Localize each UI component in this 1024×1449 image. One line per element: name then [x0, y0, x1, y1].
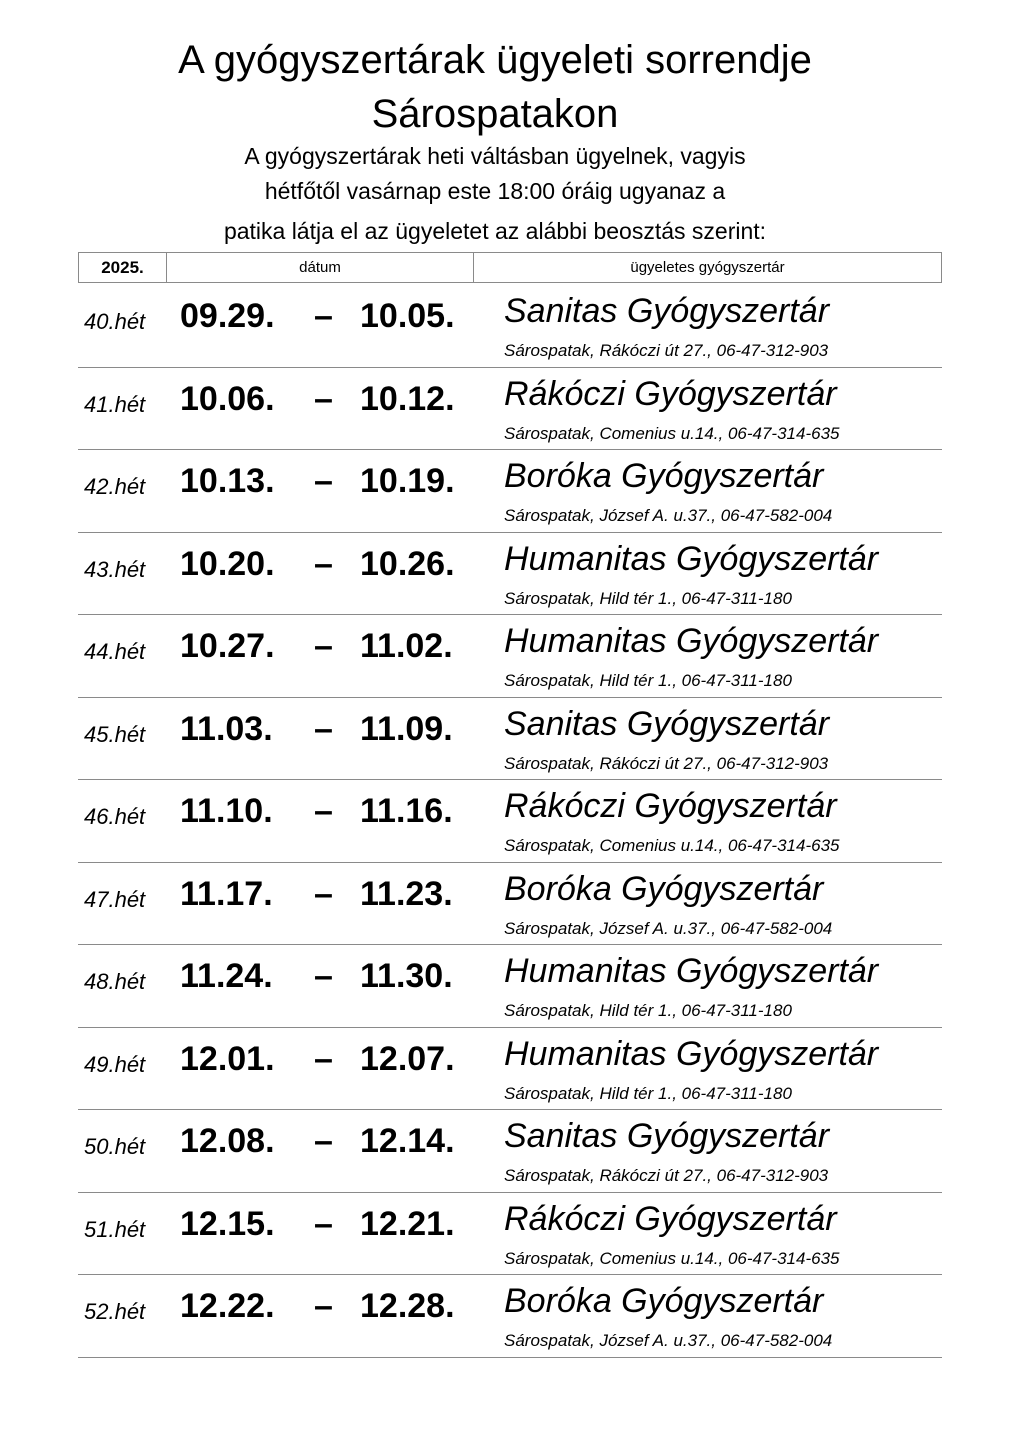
header-date: dátum — [167, 253, 474, 282]
pharmacy-name: Boróka Gyógyszertár — [504, 457, 824, 495]
pharmacy-address: Sárospatak, József A. u.37., 06-47-582-004 — [504, 918, 833, 938]
start-date: 11.10. — [180, 792, 273, 830]
pharmacy-name: Sanitas Gyógyszertár — [504, 292, 830, 330]
end-date: 10.12. — [360, 379, 455, 418]
page-subtitle-city: Sárospatakon — [371, 92, 619, 136]
pharmacy-address: Sárospatak, József A. u.37., 06-47-582-004 — [504, 1331, 833, 1350]
pharmacy-name: Boróka Gyógyszertár — [504, 869, 824, 908]
pharmacy-address: Sárospatak, Hild tér 1., 06-47-311-180 — [504, 588, 792, 608]
table-row — [78, 615, 942, 698]
week-number: 48.hét — [84, 969, 146, 994]
table-row — [78, 1028, 942, 1111]
date-dash: – — [314, 792, 333, 830]
pharmacy-name: Humanitas Gyógyszertár — [504, 1034, 879, 1073]
end-date: 10.19. — [360, 462, 455, 500]
table-row — [78, 863, 942, 946]
start-date: 10.13. — [180, 462, 275, 500]
table-header — [78, 252, 942, 283]
schedule-table — [78, 285, 942, 1358]
end-date: 12.14. — [360, 1122, 455, 1160]
date-dash: – — [314, 462, 333, 500]
week-number: 46.hét — [84, 804, 146, 829]
end-date: 10.05. — [360, 297, 455, 335]
pharmacy-address: Sárospatak, Rákóczi út 27., 06-47-312-903 — [504, 341, 829, 360]
table-row — [78, 1193, 942, 1276]
pharmacy-address: Sárospatak, Hild tér 1., 06-47-311-180 — [504, 1083, 792, 1103]
pharmacy-address: Sárospatak, József A. u.37., 06-47-582-004 — [504, 506, 833, 525]
date-dash: – — [314, 1204, 333, 1243]
pharmacy-address: Sárospatak, Comenius u.14., 06-47-314-635 — [504, 423, 840, 443]
end-date: 10.26. — [360, 544, 455, 583]
intro-text-line-2: hétfőtől vasárnap este 18:00 óráig ugyanaz a — [264, 178, 726, 204]
page-title: A gyógyszertárak ügyeleti sorrendje — [178, 38, 812, 82]
week-number: 43.hét — [84, 556, 146, 582]
week-number: 50.hét — [84, 1134, 146, 1159]
pharmacy-name: Humanitas Gyógyszertár — [504, 952, 879, 990]
pharmacy-name: Rákóczi Gyógyszertár — [504, 374, 837, 413]
start-date: 12.08. — [180, 1122, 275, 1160]
start-date: 11.03. — [180, 709, 273, 748]
end-date: 11.30. — [360, 957, 453, 995]
date-dash: – — [314, 957, 333, 995]
end-date: 11.16. — [360, 792, 453, 830]
pharmacy-address: Sárospatak, Comenius u.14., 06-47-314-635 — [504, 836, 840, 855]
end-date: 12.21. — [360, 1204, 455, 1243]
table-row — [78, 780, 942, 863]
pharmacy-address: Sárospatak, Rákóczi út 27., 06-47-312-903 — [504, 1166, 829, 1185]
table-row — [78, 1275, 942, 1358]
table-row — [78, 698, 942, 781]
week-number: 41.hét — [84, 391, 146, 417]
pharmacy-name: Rákóczi Gyógyszertár — [504, 787, 837, 825]
intro-text-line-3: patika látja el az ügyeletet az alábbi beosztás szerint: — [223, 218, 767, 244]
start-date: 10.20. — [180, 544, 275, 583]
header-pharmacy: ügyeletes gyógyszertár — [630, 259, 785, 276]
start-date: 10.06. — [180, 379, 275, 418]
end-date: 11.02. — [360, 627, 453, 665]
date-dash: – — [314, 709, 333, 748]
date-dash: – — [314, 379, 333, 418]
week-number: 51.hét — [84, 1216, 146, 1242]
date-dash: – — [314, 874, 333, 913]
end-date: 12.07. — [360, 1039, 455, 1078]
end-date: 11.09. — [360, 709, 453, 748]
header-year: 2025. — [79, 253, 167, 282]
start-date: 11.24. — [180, 957, 273, 995]
pharmacy-address: Sárospatak, Hild tér 1., 06-47-311-180 — [504, 671, 792, 690]
intro-text-line-1: A gyógyszertárak heti váltásban ügyelnek, vagyis — [244, 143, 746, 169]
week-number: 45.hét — [84, 721, 146, 747]
date-dash: – — [314, 1039, 333, 1078]
pharmacy-address: Sárospatak, Comenius u.14., 06-47-314-635 — [504, 1248, 840, 1268]
pharmacy-name: Boróka Gyógyszertár — [504, 1282, 824, 1320]
start-date: 12.15. — [180, 1204, 275, 1243]
table-row — [78, 945, 942, 1028]
start-date: 12.01. — [180, 1039, 275, 1078]
pharmacy-name: Sanitas Gyógyszertár — [504, 704, 830, 743]
date-dash: – — [314, 1287, 333, 1325]
pharmacy-name: Humanitas Gyógyszertár — [504, 539, 879, 578]
pharmacy-name: Sanitas Gyógyszertár — [504, 1117, 830, 1155]
start-date: 12.22. — [180, 1287, 275, 1325]
start-date: 09.29. — [180, 297, 275, 335]
pharmacy-address: Sárospatak, Rákóczi út 27., 06-47-312-903 — [504, 753, 829, 773]
week-number: 40.hét — [84, 309, 146, 334]
table-row — [78, 368, 942, 451]
date-dash: – — [314, 627, 333, 665]
week-number: 49.hét — [84, 1051, 146, 1077]
week-number: 47.hét — [84, 886, 146, 912]
pharmacy-name: Humanitas Gyógyszertár — [504, 622, 879, 660]
start-date: 10.27. — [180, 627, 275, 665]
date-dash: – — [314, 1122, 333, 1160]
end-date: 12.28. — [360, 1287, 455, 1325]
start-date: 11.17. — [180, 874, 273, 913]
week-number: 42.hét — [84, 474, 146, 499]
date-dash: – — [314, 297, 333, 335]
pharmacy-name: Rákóczi Gyógyszertár — [504, 1199, 837, 1238]
table-row — [78, 533, 942, 616]
table-row — [78, 450, 942, 533]
end-date: 11.23. — [360, 874, 453, 913]
table-row — [78, 1110, 942, 1193]
table-row — [78, 285, 942, 368]
pharmacy-address: Sárospatak, Hild tér 1., 06-47-311-180 — [504, 1001, 792, 1020]
week-number: 44.hét — [84, 639, 146, 664]
date-dash: – — [314, 544, 333, 583]
week-number: 52.hét — [84, 1299, 146, 1324]
